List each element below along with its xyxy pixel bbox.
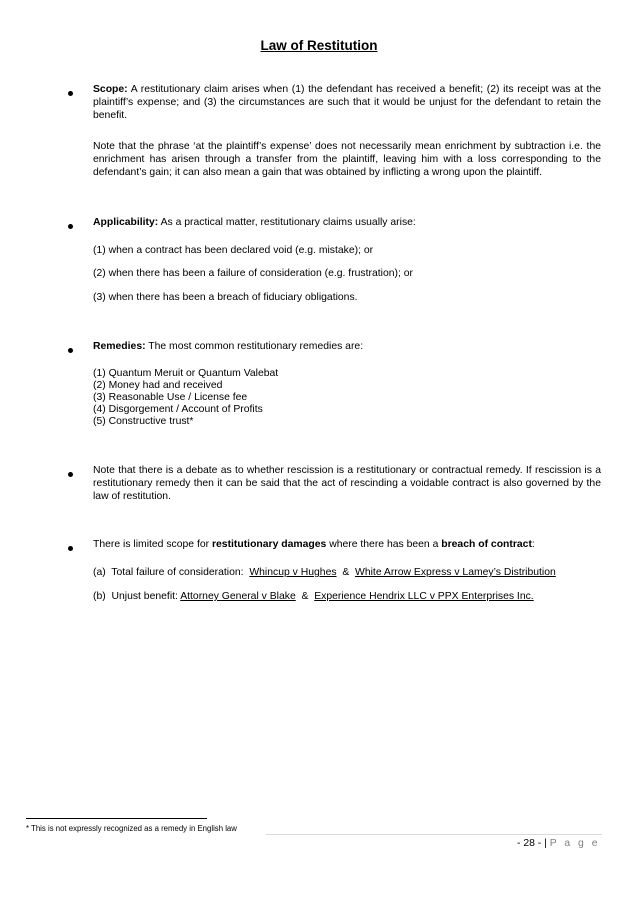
bullet-icon <box>68 546 73 551</box>
remedies-item-5: (5) Constructive trust* <box>93 416 194 427</box>
damages-a-prefix: (a) Total failure of consideration: <box>93 567 250 578</box>
remedies-item-2: (2) Money had and received <box>93 380 223 391</box>
case-experience-hendrix: Experience Hendrix LLC v PPX Enterprises Inc. <box>314 591 534 602</box>
footnote: * This is not expressly recognized as a remedy in English law <box>26 824 237 833</box>
damages-a-sep: & <box>336 567 356 578</box>
damages-bold-b: breach of contract <box>441 539 532 550</box>
page-number <box>517 838 600 849</box>
scope-label: Scope: <box>93 84 128 95</box>
page-number-value: - 28 - | <box>517 838 550 849</box>
damages-paragraph <box>93 538 601 551</box>
bullet-icon <box>68 224 73 229</box>
applicability-item-1: (1) when a contract has been declared void (e.g. mistake); or <box>93 245 374 256</box>
scope-text: A restitutionary claim arises when (1) the defendant has received a benefit; (2) its receipt was at the plaintiff’s expense; and (3) the circumstances are such that it would be unjust for the defendant to retain the benefit. <box>93 84 601 121</box>
scope-paragraph <box>93 83 601 122</box>
footnote-separator <box>26 818 207 819</box>
applicability-label: Applicability: <box>93 217 159 228</box>
damages-text-b: where there has been a <box>326 539 442 550</box>
applicability-item-2: (2) when there has been a failure of consideration (e.g. frustration); or <box>93 268 413 279</box>
damages-text-c: : <box>531 539 535 550</box>
case-whincup-v-hughes: Whincup v Hughes <box>249 567 337 578</box>
remedies-label: Remedies: <box>93 341 146 352</box>
footer-rule <box>266 834 602 835</box>
damages-item-b <box>93 590 534 603</box>
applicability-item-3: (3) when there has been a breach of fiduciary obligations. <box>93 292 358 303</box>
remedies-paragraph <box>93 340 601 353</box>
bullet-icon <box>68 91 73 96</box>
damages-bold-a: restitutionary damages <box>211 539 327 550</box>
remedies-text: The most common restitutionary remedies are: <box>145 341 364 352</box>
remedies-item-4: (4) Disgorgement / Account of Profits <box>93 404 263 415</box>
remedies-item-3: (3) Reasonable Use / License fee <box>93 392 248 403</box>
case-attorney-general-v-blake: Attorney General v Blake <box>180 591 296 602</box>
applicability-paragraph <box>93 216 601 229</box>
case-white-arrow-express: White Arrow Express v Lamey’s Distribution <box>355 567 556 578</box>
damages-item-a <box>93 566 556 579</box>
remedies-item-1: (1) Quantum Meruit or Quantum Valebat <box>93 368 279 379</box>
rescission-paragraph: Note that there is a debate as to whether rescission is a restitutionary or contractual remedy. If rescission is a restitutionary remedy then it can be said that the act of rescinding a voidable contract is also governed by the law of restitution. <box>93 465 601 502</box>
scope-note: Note that the phrase ‘at the plaintiff’s expense’ does not necessarily mean enrichment by subtraction i.e. the enrichment has arisen through a transfer from the plaintiff, leaving him with a loss corresponding to the defendant’s gain; it can also mean a gain that was obtained by inflicting a wrong upon the plaintiff. <box>93 141 601 178</box>
damages-b-prefix: (b) Unjust benefit: <box>93 591 181 602</box>
bullet-icon <box>68 472 73 477</box>
page-word: P a g e <box>549 838 600 849</box>
bullet-icon <box>68 348 73 353</box>
damages-b-sep: & <box>295 591 315 602</box>
page-title: Law of Restitution <box>260 38 378 53</box>
applicability-text: As a practical matter, restitutionary claims usually arise: <box>158 217 416 228</box>
damages-text-a: There is limited scope for <box>93 539 212 550</box>
